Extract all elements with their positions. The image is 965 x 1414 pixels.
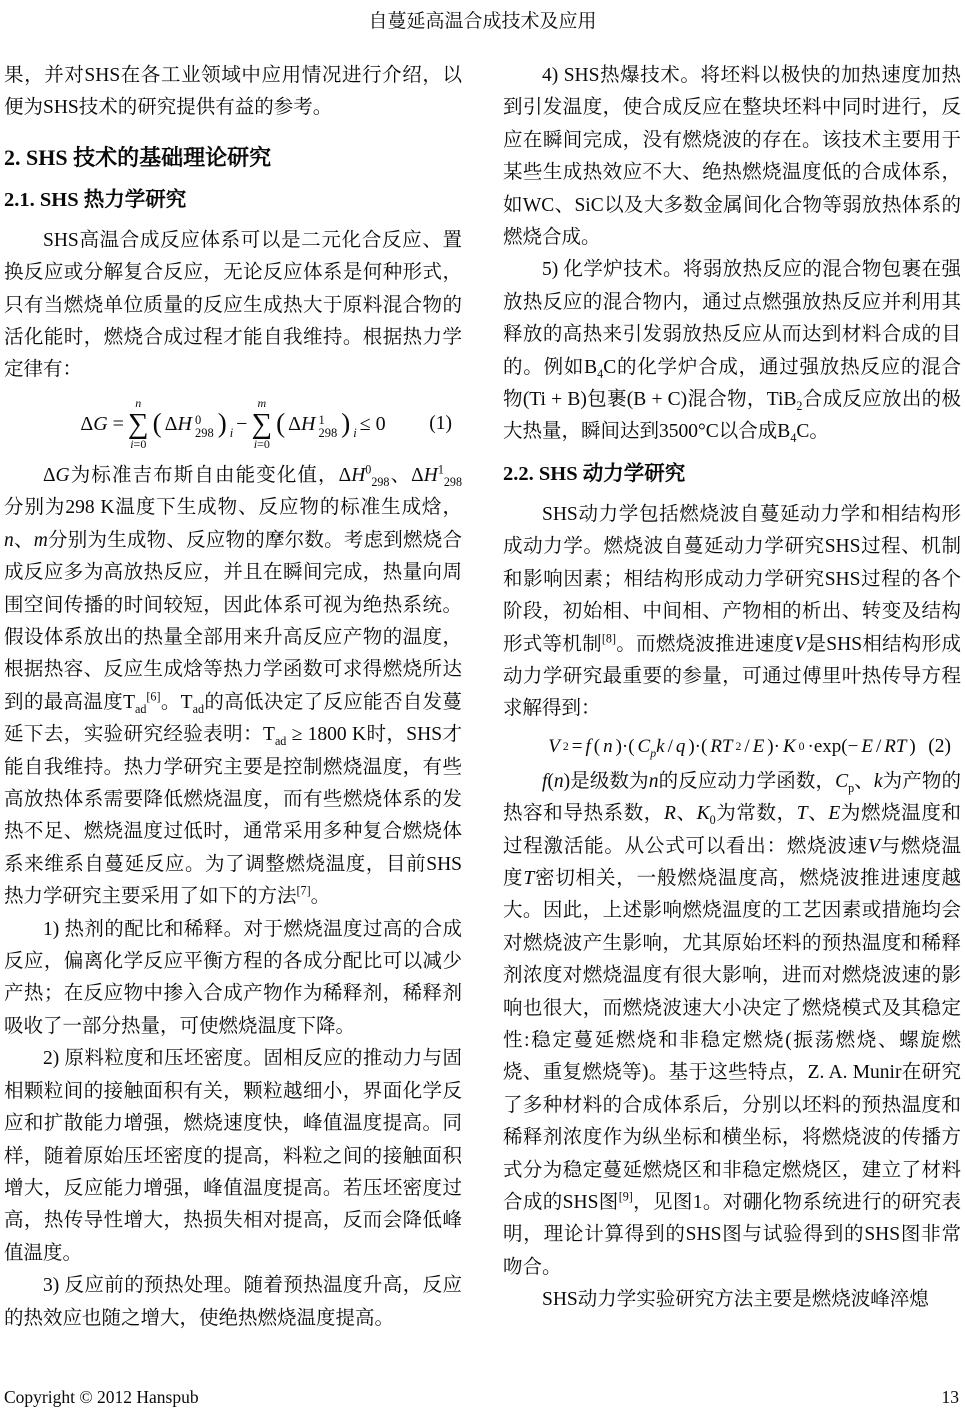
equation-2 xyxy=(503,736,961,758)
paragraph-equation-explanation: f(n)是级数为n的反应动力学函数，$C_p$、k为产物的热容和导热系数，R、$K_0$为常数，T、E为燃烧温度和过程激活能。从公式可以看出：燃烧波速V与燃烧温度T密切相关，一般燃烧温度高，燃烧波推进速度越大。因此，上述影响燃烧温度的工艺因素或措施均会对燃烧波产生影响，尤其原始坯料的预热温度和稀释剂浓度对燃烧温度有很大影响，进而对燃烧波速的影响也很大，而燃烧波速大小决定了燃烧模式及其稳定性:稳定蔓延燃烧和非稳定燃烧(振荡燃烧、螺旋燃烧、重复燃烧等)。基于这些特点，Z. A. Munir在研究了多种材料的合成体系后，分别以坯料的预热温度和稀释剂浓度作为纵坐标和横坐标，将燃烧波的传播方式分为稳定蔓延燃烧区和非稳定燃烧区，建立了材料合成的SHS图[9]，见图1。对硼化物系统进行的研究表明，理论计算得到的SHS图与试验得到的SHS图非常吻合。 xyxy=(503,770,961,1278)
paper-title: 自蔓延高温合成技术及应用 xyxy=(368,11,597,32)
eq1-term2-supsub xyxy=(318,414,337,442)
sigma-icon: ∑ xyxy=(251,407,273,440)
summation-2 xyxy=(251,397,272,452)
eq1-term2-body: ΔH xyxy=(288,412,316,435)
paragraph-kinetics-intro: SHS动力学包括燃烧波自蔓延动力学和相结构形成动力学。燃烧波自蔓延动力学研究SHS过程、机制和影响因素；相结构形成动力学研究SHS过程的各个阶段，初始相、中间相、产物相的析出、转变及结构形式等机制[8]。而燃烧波推进速度V是SHS相结构形成动力学研究最重要的参量，可通过傅里叶热传导方程求解得到： xyxy=(503,503,961,720)
equation-2-number: (2) xyxy=(928,735,951,757)
eq1-term2-sup: 1 xyxy=(318,412,325,427)
running-header xyxy=(0,0,965,34)
eq1-term1-open-paren: ( xyxy=(152,407,162,438)
list-item-5: 5) 化学炉技术。将弱放热反应的混合物包裹在强放热反应的混合物内，通过点燃强放热反应并利用其释放的高热来引发弱放热反应从而达到材料合成的目的。例如$B_4C$的化学炉合成，通过强放热反应的混合物(Ti + B)包裹(B + C)混合物，TiB$_2$合成反应放出的极大热量，瞬间达到3500°C以合成$B_4C$。 xyxy=(503,259,961,446)
sigma-icon: ∑ xyxy=(127,407,149,440)
list-item-4: 4) SHS热爆技术。将坯料以极快的加热速度加热到引发温度，使合成反应在整块坯料中同时进行，反应在瞬间完成，没有燃烧波的存在。该技术主要用于某些生成热效应不大、绝热燃烧温度低的合成体系，如WC、SiC以及大多数金属间化合物等弱放热体系的燃烧合成。 xyxy=(503,65,961,249)
equation-2-body: V 2 = f ( n )·( $C_pk$ / q )·( RT 2 / E )· K 0 ·exp(− E / RT ) xyxy=(548,735,916,760)
eq1-term2-close-paren: ) xyxy=(341,407,351,438)
paragraph-gibbs-explanation: ΔG为标准吉布斯自由能变化值，$\Delta H^0_{298}$、$\Delta H^1_{298}$ 分别为298 K温度下生成物、反应物的标准生成焓，n、m分别为生成物、反应物的摩尔数。考虑到燃烧合成反应多为高放热反应，并且在瞬间完成，热量向周围空间传播的时间较短，因此体系可视为绝热系统。假设体系放出的热量全部用来升高反应产物的温度，根据热容、反应生成焓等热力学函数可求得燃烧所达到的最高温度$T_{ad}[6]$。$T_{ad}$的高低决定了反应能否自发蔓延下去，实验研究经验表明：$T_{ad} \ge 1800$ K时，SHS才能自我维持。热力学研究主要是控制燃烧温度，有些高放热体系需要降低燃烧温度，而有些燃烧体系的发热不足、燃烧温度过低时，通常采用多种复合燃烧体系来维系自蔓延反应。为了调整燃烧温度，目前SHS热力学研究主要采用了如下的方法[7]。 xyxy=(4,462,462,908)
list-item-2: 2) 原料粒度和压坯密度。固相反应的推动力与固相颗粒间的接触面积有关，颗粒越细小，界面化学反应和扩散能力增强，燃烧速度快，峰值温度提高。同样，随着原始压坯密度的提高，料粒之间的接触面积增大，反应能力增强，峰值温度提高。若压坯密度过高，热传导性增大，热损失相对提高，反而会降低峰值温度。 xyxy=(4,1048,462,1264)
eq1-term1-supsub xyxy=(195,414,214,442)
section-heading: 2. SHS 技术的基础理论研究 xyxy=(4,144,272,170)
eq1-term2-sub: 298 xyxy=(318,426,338,441)
equation-1-number: (1) xyxy=(429,413,452,435)
left-column xyxy=(4,60,462,1360)
eq1-lhs: ΔG = xyxy=(80,412,124,435)
eq1-term2-open-paren: ( xyxy=(276,407,286,438)
right-column xyxy=(503,60,961,1360)
sum1-lower-limit: i=0 xyxy=(130,437,147,452)
eq1-term1-sub: 298 xyxy=(194,426,214,441)
paragraph-thermo-intro: SHS高温合成反应体系可以是二元化合反应、置换反应或分解复合反应，无论反应体系是何种形式，只有当燃烧单位质量的反应生成热大于原料混合物的活化能时，燃烧合成过程才能自我维持。根据热力学定律有： xyxy=(4,229,462,381)
sum2-upper-limit: m xyxy=(257,395,267,410)
list-item-3: 3) 反应前的预热处理。随着预热温度升高，反应的热效应也随之增大，使绝热燃烧温度提高。 xyxy=(4,1275,462,1329)
two-column-body xyxy=(0,60,965,1360)
copyright: Copyright © 2012 Hanspub xyxy=(4,1387,199,1407)
eq1-minus-operator: − xyxy=(236,412,248,435)
subsection-heading-thermodynamics: 2.1. SHS 热力学研究 xyxy=(4,188,187,211)
list-item-1: 1) 热剂的配比和稀释。对于燃烧温度过高的合成反应，偏离化学反应平衡方程的各成分配比可以减少产热；在反应物中掺入合成产物作为稀释剂，稀释剂吸收了一部分热量，可使燃烧温度下降。 xyxy=(4,918,462,1037)
eq1-term2-index: i xyxy=(353,425,357,440)
eq1-rhs: ≤ 0 xyxy=(359,412,386,435)
summation-1 xyxy=(128,397,149,452)
paragraph-last: SHS动力学实验研究方法主要是燃烧波峰淬熄 xyxy=(542,1289,929,1311)
eq1-term1-sup: 0 xyxy=(194,412,202,427)
equation-1 xyxy=(4,397,462,452)
sum2-lower-limit: i=0 xyxy=(253,437,270,452)
sum1-upper-limit: n xyxy=(135,395,142,410)
subsection-heading-kinetics: 2.2. SHS 动力学研究 xyxy=(503,462,686,485)
page-footer xyxy=(0,1387,965,1408)
equation-1-body xyxy=(80,397,385,452)
paragraph-continuation: 果，并对SHS在各工业领域中应用情况进行介绍，以便为SHS技术的研究提供有益的参考。 xyxy=(4,65,462,119)
eq1-term1-body: ΔH xyxy=(164,412,192,435)
page-number: 13 xyxy=(941,1387,959,1407)
eq1-term1-close-paren: ) xyxy=(217,407,227,438)
eq1-term1-index: i xyxy=(229,425,234,440)
